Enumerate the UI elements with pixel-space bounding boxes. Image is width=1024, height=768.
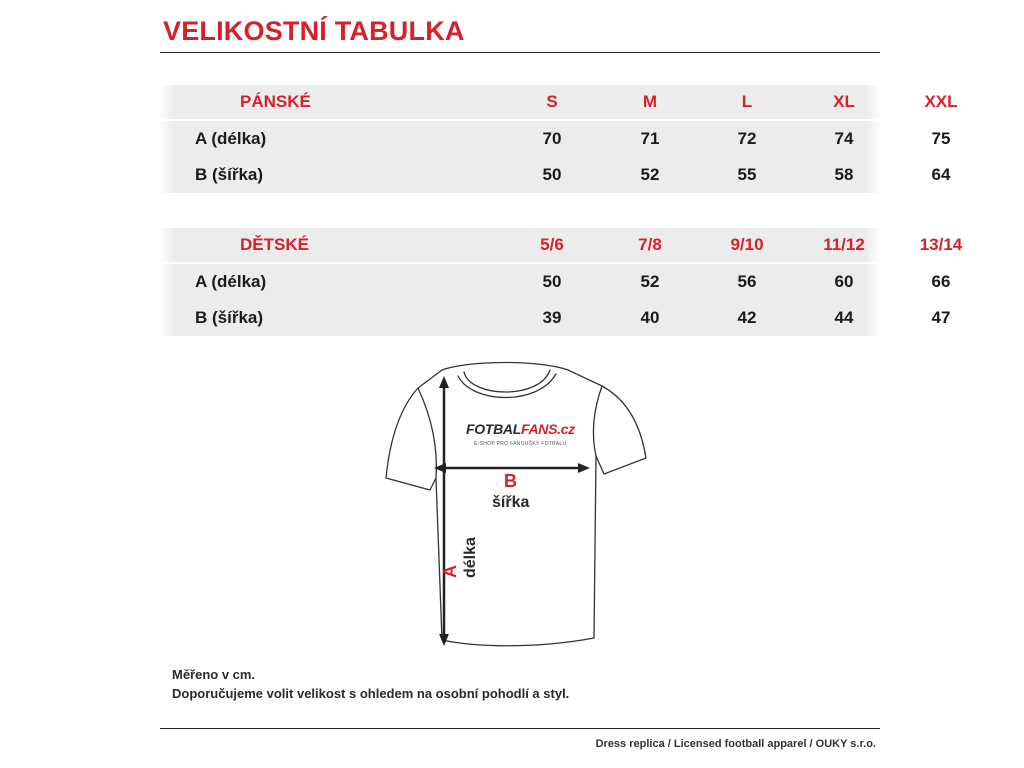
table-cell: 40 — [640, 308, 660, 327]
men-size-table — [160, 85, 958, 193]
size-header: L — [741, 92, 753, 111]
length-label — [440, 537, 480, 578]
size-header: 13/14 — [919, 235, 963, 254]
table-cell: 55 — [737, 165, 757, 184]
brand-tagline: E-SHOP PRO FANOUŠKY FOTBALU — [474, 441, 567, 447]
table-header-row — [160, 85, 958, 119]
row-label: A (délka) — [195, 272, 267, 291]
page-title: VELIKOSTNÍ TABULKA — [163, 16, 465, 46]
size-header: 11/12 — [823, 235, 865, 254]
measure-note: Měřeno v cm. — [172, 667, 256, 682]
table-row — [160, 121, 951, 157]
table-cell: 47 — [931, 308, 951, 327]
length-label-word: délka — [462, 537, 479, 578]
size-advice-note: Doporučujeme volit velikost s ohledem na osobní pohodlí a styl. — [172, 686, 570, 701]
size-header: M — [642, 92, 658, 111]
men-header-label: PÁNSKÉ — [240, 92, 311, 111]
bottom-divider — [160, 728, 880, 729]
size-header: 7/8 — [638, 235, 662, 254]
table-cell: 74 — [834, 129, 854, 148]
table-cell: 64 — [931, 165, 951, 184]
table-cell: 52 — [640, 272, 660, 291]
size-header: S — [546, 92, 558, 111]
table-cell: 42 — [737, 308, 757, 327]
table-cell: 71 — [640, 129, 660, 148]
table-cell: 50 — [542, 165, 562, 184]
size-header: XXL — [924, 92, 958, 111]
table-cell: 50 — [542, 272, 562, 291]
length-label-letter: A — [440, 565, 460, 578]
table-cell: 44 — [834, 308, 854, 327]
table-row — [160, 300, 951, 336]
table-cell: 58 — [834, 165, 854, 184]
width-label-word: šířka — [492, 494, 530, 511]
table-cell: 39 — [542, 308, 562, 327]
table-cell: 56 — [737, 272, 757, 291]
table-cell: 70 — [542, 129, 562, 148]
row-label: B (šířka) — [195, 165, 264, 184]
shirt-collar — [464, 370, 550, 392]
size-header: 5/6 — [540, 235, 564, 254]
table-cell: 66 — [931, 272, 951, 291]
table-header-row — [160, 228, 963, 262]
table-cell: 60 — [834, 272, 854, 291]
top-divider — [160, 52, 880, 53]
kids-header-label: DĚTSKÉ — [240, 235, 309, 254]
table-row — [160, 157, 951, 193]
width-label-letter: B — [504, 471, 517, 491]
table-cell: 72 — [737, 129, 757, 148]
brand-logo: FOTBALFANS.cz — [466, 421, 575, 437]
size-header: 9/10 — [730, 235, 764, 254]
table-cell: 75 — [931, 129, 951, 148]
row-label: A (délka) — [195, 129, 267, 148]
kids-size-table — [160, 228, 963, 336]
table-row — [160, 264, 951, 300]
table-cell: 52 — [640, 165, 660, 184]
footer-text: Dress replica / Licensed football apparel / OUKY s.r.o. — [595, 738, 876, 750]
row-label: B (šířka) — [195, 308, 264, 327]
size-header: XL — [833, 92, 855, 111]
